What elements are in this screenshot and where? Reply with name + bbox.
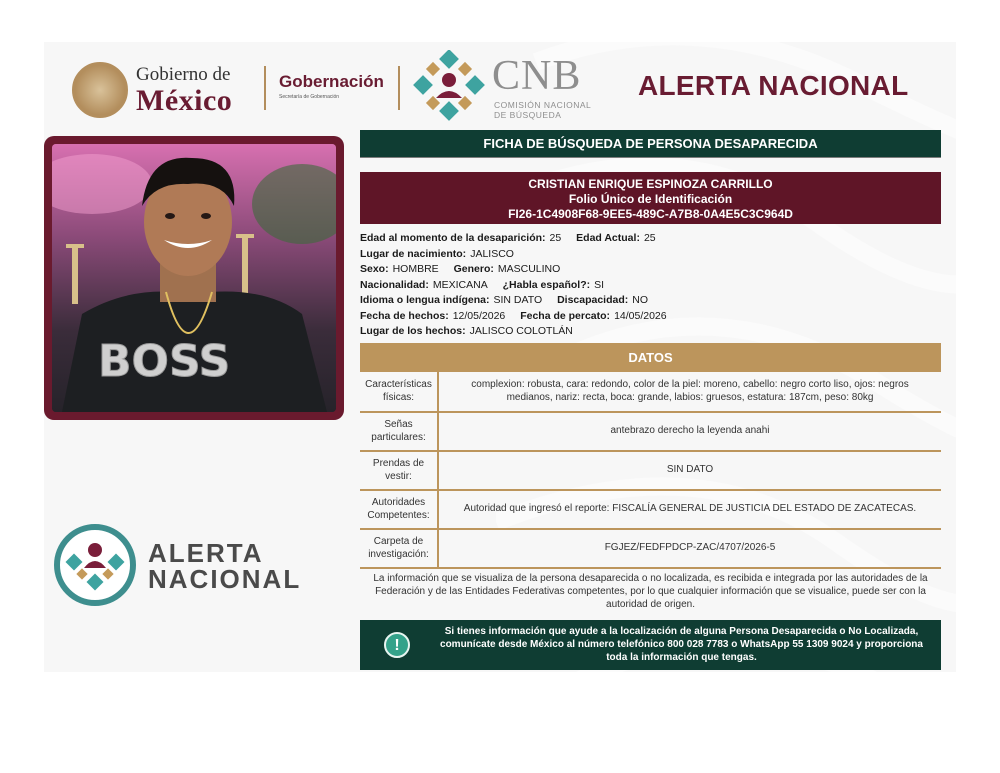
contact-text: Si tienes información que ayude a la localización de alguna Persona Desaparecida o No Localizada, comunícate desde México al número telefónico 800 028 7783 o WhatsApp 55 1309 9024 y proporciona toda la información que tengas. xyxy=(440,626,923,663)
cnb-subtitle xyxy=(494,100,591,120)
photo-frame xyxy=(44,136,344,420)
edad-actual-value: 25 xyxy=(643,232,656,244)
datos-table xyxy=(360,372,941,569)
datos-label: Autoridades Competentes: xyxy=(360,490,438,529)
person-name-bar xyxy=(360,172,941,224)
cnb-wordmark: CNB xyxy=(492,53,582,99)
disclaimer-text: La información que se visualiza de la persona desaparecida o no localizada, es recibida e integrada por las autoridades de la Federación y de las Entidades Federativas competentes, por lo que cualquier información que se visualice, puede ser con la autoridad de origen. xyxy=(373,573,928,610)
alerta-nacional-logo xyxy=(54,524,314,616)
cnb-logo xyxy=(412,50,602,130)
discapacidad-value: NO xyxy=(632,294,649,306)
lugar-hechos-label: Lugar de los hechos: xyxy=(360,325,466,337)
gobernacion-subtitle: Secretaría de Gobernación xyxy=(279,94,340,100)
datos-row xyxy=(360,529,941,568)
habla-value: SI xyxy=(594,278,605,291)
gob-line1: Gobierno de xyxy=(136,64,231,85)
fecha-percato-label: Fecha de percato: xyxy=(520,309,611,322)
ficha-title-bar: FICHA DE BÚSQUEDA DE PERSONA DESAPARECIDA xyxy=(360,130,941,158)
folio-value: FI26-1C4908F68-9EE5-489C-A7B8-0A4E5C3C964D xyxy=(508,207,793,221)
datos-value: SIN DATO xyxy=(438,451,941,490)
alerta-emblem-icon xyxy=(60,530,130,600)
datos-row xyxy=(360,490,941,529)
datos-title-bar: DATOS xyxy=(360,343,941,372)
info-row xyxy=(360,309,941,325)
cnb-sub-line1: COMISIÓN NACIONAL xyxy=(494,100,592,110)
cnb-emblem-icon xyxy=(412,50,486,124)
fecha-percato-value: 14/05/2026 xyxy=(614,309,667,322)
alerta-logo-circle xyxy=(54,524,136,606)
idioma-label: Idioma o lengua indígena: xyxy=(360,294,490,306)
coat-of-arms-icon xyxy=(72,62,128,118)
lugar-nac-label: Lugar de nacimiento: xyxy=(360,247,467,260)
header-divider xyxy=(264,66,266,110)
alerta-nacional-title: ALERTA NACIONAL xyxy=(638,70,909,101)
gobernacion-logo xyxy=(279,72,384,100)
datos-value: FGJEZ/FEDFPDCP-ZAC/4707/2026-5 xyxy=(438,529,941,568)
person-info xyxy=(360,231,941,340)
nacionalidad-value: MEXICANA xyxy=(432,278,488,291)
lugar-nac-value: JALISCO xyxy=(470,247,514,260)
alerta-logo-line1: ALERTA xyxy=(148,538,264,568)
person-photo-illustration xyxy=(52,144,336,412)
sexo-label: Sexo: xyxy=(360,263,389,275)
datos-label: Señas particulares: xyxy=(360,412,438,451)
header-divider xyxy=(398,66,400,110)
habla-label: ¿Habla español?: xyxy=(502,278,591,291)
info-row xyxy=(360,293,941,309)
lugar-hechos-value: JALISCO COLOTLÁN xyxy=(469,325,573,337)
discapacidad-label: Discapacidad: xyxy=(557,294,629,306)
fecha-hechos-value: 12/05/2026 xyxy=(452,309,506,322)
fecha-hechos-label: Fecha de hechos: xyxy=(360,309,449,322)
info-row xyxy=(360,231,941,247)
info-row xyxy=(360,262,941,278)
datos-value: complexion: robusta, cara: redondo, color de la piel: moreno, cabello: negro corto liso, ojos: negros medianos, nariz: recta, boca: grande, labios: gruesos, estatura: 187cm, peso: 80kg xyxy=(438,372,941,412)
edad-desap-label: Edad al momento de la desaparición: xyxy=(360,232,546,244)
shirt-print: BOSS xyxy=(98,336,231,387)
idioma-value: SIN DATO xyxy=(493,294,543,306)
contact-bar xyxy=(360,620,941,670)
datos-value: Autoridad que ingresó el reporte: FISCALÍA GENERAL DE JUSTICIA DEL ESTADO DE ZACATECAS. xyxy=(438,490,941,529)
datos-row xyxy=(360,451,941,490)
folio-label: Folio Único de Identificación xyxy=(568,192,733,206)
datos-label: Prendas de vestir: xyxy=(360,451,438,490)
info-row xyxy=(360,278,941,294)
datos-label: Carpeta de investigación: xyxy=(360,529,438,568)
info-row xyxy=(360,247,941,263)
sexo-value: HOMBRE xyxy=(392,263,439,275)
gobernacion-title: Gobernación xyxy=(279,72,384,91)
alerta-logo-line2: NACIONAL xyxy=(148,564,302,594)
gobierno-de-mexico-logo xyxy=(72,60,272,120)
person-photo xyxy=(52,144,336,412)
exclamation-icon: ! xyxy=(384,632,410,658)
nacionalidad-label: Nacionalidad: xyxy=(360,278,429,291)
datos-label: Características físicas: xyxy=(360,372,438,412)
datos-row xyxy=(360,412,941,451)
alerta-logo-text xyxy=(148,540,301,592)
datos-row xyxy=(360,372,941,412)
edad-desap-value: 25 xyxy=(549,232,562,244)
search-sheet xyxy=(44,42,956,672)
person-name: CRISTIAN ENRIQUE ESPINOZA CARRILLO xyxy=(528,177,773,191)
datos-value: antebrazo derecho la leyenda anahi xyxy=(438,412,941,451)
gob-line2: México xyxy=(136,84,233,117)
cnb-sub-line2: DE BÚSQUEDA xyxy=(494,110,562,120)
genero-value: MASCULINO xyxy=(497,263,561,275)
edad-actual-label: Edad Actual: xyxy=(576,232,640,244)
info-row xyxy=(360,324,941,340)
genero-label: Genero: xyxy=(453,263,494,275)
